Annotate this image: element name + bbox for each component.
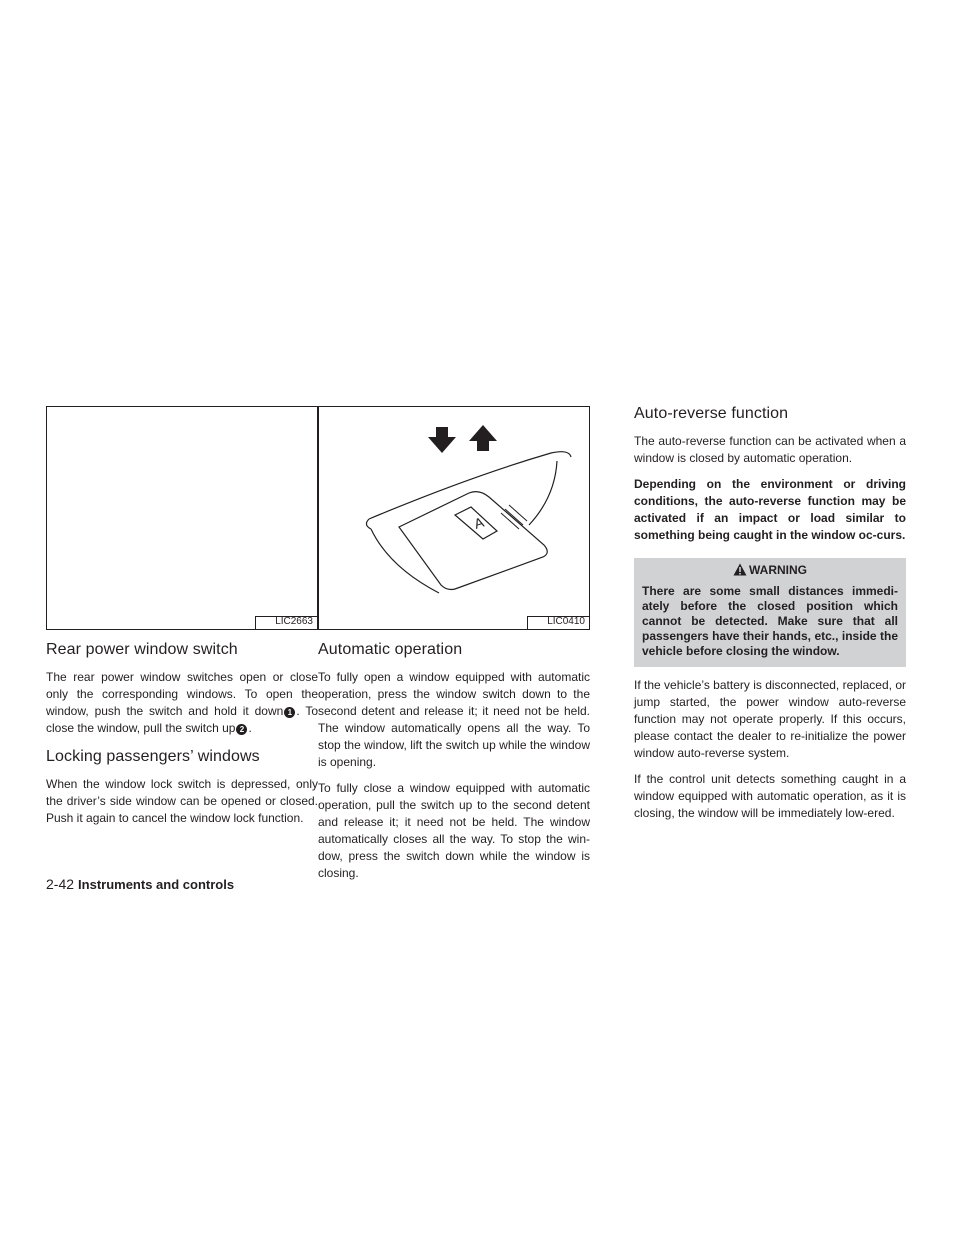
paragraph-automatic-close: To fully close a window equipped with automatic operation, pull the switch up to the second detent and release it; it need not be held. The window automatically closes all the way. To stop the win-dow, press the switch down while the window is closing. bbox=[318, 781, 590, 880]
paragraph-auto-reverse-intro: The auto-reverse function can be activated when a window is closed by automatic operation. bbox=[634, 434, 906, 465]
paragraph-auto-reverse-conditions: Depending on the environment or driving conditions, the auto-reverse function may be activated if an impact or load similar to something being caught in the window oc-curs. bbox=[634, 477, 906, 542]
figure-window-switch bbox=[318, 406, 590, 630]
figure-rear-window-switch bbox=[46, 406, 318, 630]
marker-2: 2 bbox=[236, 724, 247, 735]
page-number: 2-42 bbox=[46, 876, 75, 892]
paragraph-automatic-open: To fully open a window equipped with automatic operation, press the window switch down to the second detent and release it; it need not be held. The window automatically opens all the way. To stop the window, lift the switch up while the window is opening. bbox=[318, 670, 590, 769]
column-middle bbox=[318, 406, 590, 891]
heading-automatic-operation: Automatic operation bbox=[318, 641, 463, 658]
heading-auto-reverse-function: Auto-reverse function bbox=[634, 405, 789, 422]
heading-locking-passengers-windows: Locking passengers’ windows bbox=[46, 748, 260, 765]
figure-label: LIC0410 bbox=[547, 616, 585, 627]
svg-text:A: A bbox=[471, 513, 486, 532]
down-arrow-icon bbox=[428, 427, 456, 453]
window-switch-illustration bbox=[319, 407, 589, 629]
para-text-b: . To close the window, pull the switch up bbox=[46, 704, 319, 735]
figure-label: LIC2663 bbox=[275, 616, 313, 627]
up-arrow-icon bbox=[469, 425, 497, 451]
warning-text: There are some small distances immedi-ately before the closed position which cannot be detected. Make sure that all passengers have their hands, etc., inside the vehicle before closing the window. bbox=[642, 584, 898, 658]
heading-rear-power-window-switch: Rear power window switch bbox=[46, 641, 238, 658]
warning-header bbox=[642, 562, 898, 578]
marker-1: 1 bbox=[284, 707, 295, 718]
section-title: Instruments and controls bbox=[78, 877, 235, 892]
column-right bbox=[634, 404, 906, 831]
paragraph-battery-disconnected: If the vehicle’s battery is disconnected, replaced, or jump started, the power window auto-reverse function may not operate properly. If this occurs, please contact the dealer to re-initialize the power window auto-reverse system. bbox=[634, 678, 906, 760]
page-footer bbox=[46, 876, 234, 892]
paragraph-control-unit: If the control unit detects something caught in a window equipped with automatic operation, as it is closing, the window will be immediately low-ered. bbox=[634, 772, 906, 820]
column-left bbox=[46, 406, 318, 836]
warning-triangle-icon bbox=[733, 563, 747, 576]
para-text-c: . bbox=[248, 721, 252, 735]
para-text-a: The rear power window switches open or close only the corresponding windows. To open the window, push the switch and hold it down bbox=[46, 670, 318, 718]
paragraph-locking-windows: When the window lock switch is depressed, only the driver’s side window can be opened or closed. Push it again to cancel the window lock function. bbox=[46, 777, 318, 825]
warning-box bbox=[634, 558, 906, 667]
warning-title: WARNING bbox=[749, 563, 807, 577]
paragraph-rear-power-window bbox=[46, 669, 318, 737]
